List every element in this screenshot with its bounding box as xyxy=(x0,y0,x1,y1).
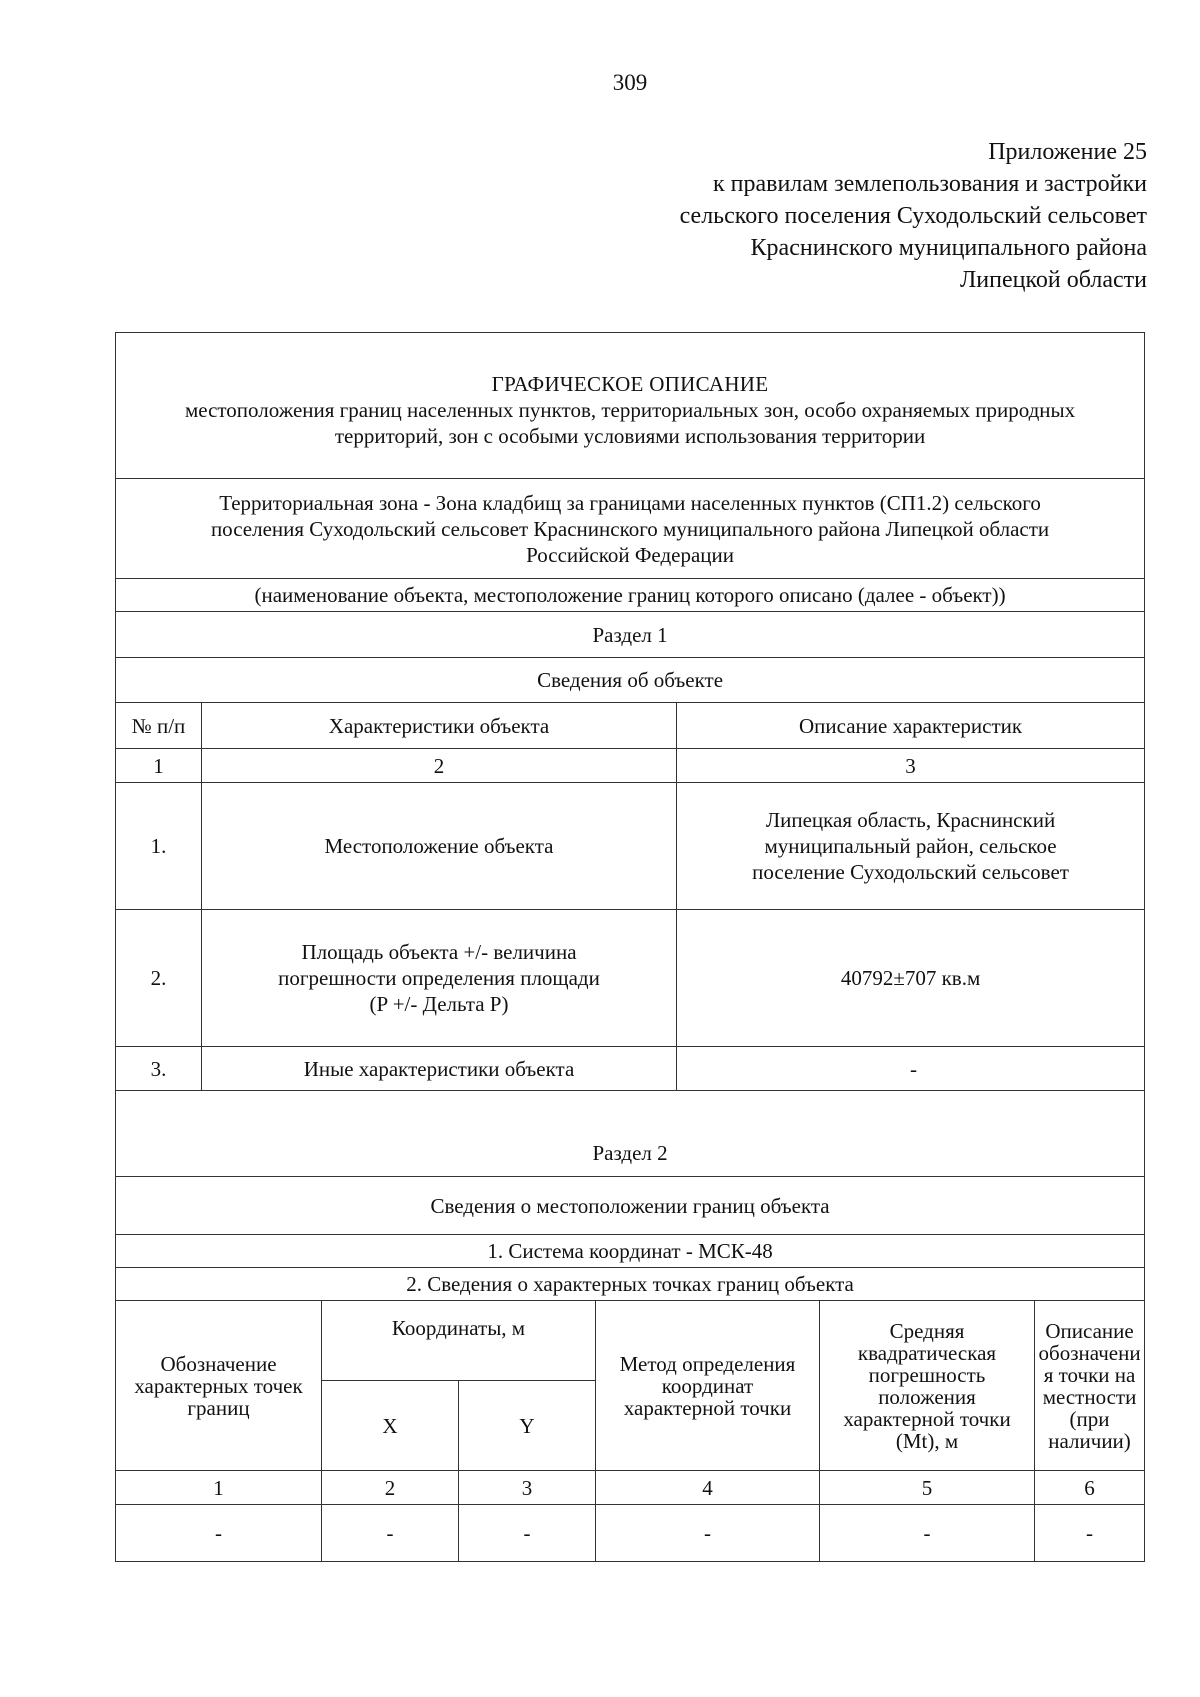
header-row xyxy=(116,333,1145,479)
characteristic-line: Иные характеристики объекта xyxy=(303,1056,575,1081)
object-caption-row xyxy=(116,579,1145,612)
points-index-row xyxy=(116,1471,1145,1505)
header-cell xyxy=(116,333,1145,479)
header-line: Средняя xyxy=(889,1318,965,1343)
row-number: 3. xyxy=(116,1047,202,1091)
points-title-row xyxy=(116,1268,1145,1301)
index-cell: 6 xyxy=(1035,1471,1145,1505)
appendix-line: сельского поселения Суходольский сельсовет xyxy=(679,203,1147,229)
points-data-row xyxy=(116,1505,1145,1562)
description-table xyxy=(115,332,1145,1562)
document-subtitle: территорий, зон с особыми условиями использования территории xyxy=(334,424,926,448)
index-cell: 3 xyxy=(677,749,1145,783)
section2-subtitle-row xyxy=(116,1177,1145,1235)
description-line: поселение Суходольский сельсовет xyxy=(752,860,1069,884)
col-header-description: Описание характеристик xyxy=(677,703,1145,749)
col-header-characteristics: Характеристики объекта xyxy=(202,703,677,749)
appendix-line: Приложение 25 xyxy=(988,139,1147,165)
header-line: местности xyxy=(1042,1384,1137,1409)
row-characteristic xyxy=(202,910,677,1047)
points-header-row xyxy=(116,1301,1145,1381)
col-y: Y xyxy=(459,1381,596,1471)
header-line: характерных точек xyxy=(134,1373,303,1398)
index-cell: 4 xyxy=(596,1471,820,1505)
section1-subtitle: Сведения об объекте xyxy=(116,658,1145,703)
characteristic-line: Площадь объекта +/- величина xyxy=(301,940,577,964)
characteristic-line: погрешности определения площади xyxy=(278,966,600,990)
header-line: квадратическая xyxy=(857,1340,997,1365)
header-line: положения xyxy=(878,1384,976,1409)
object-name-line: Территориальная зона - Зона кладбищ за границами населенных пунктов (СП1.2) сельского xyxy=(219,490,1041,515)
index-cell: 2 xyxy=(322,1471,459,1505)
object-caption: (наименование объекта, местоположение границ которого описано (далее - объект)) xyxy=(116,579,1145,612)
row-description xyxy=(677,1047,1145,1091)
table-row xyxy=(116,783,1145,910)
section2-title: Раздел 2 xyxy=(116,1091,1145,1177)
col-point-designation xyxy=(116,1301,322,1471)
row-number: 1. xyxy=(116,783,202,910)
appendix-line: Краснинского муниципального района xyxy=(750,235,1147,261)
table-row xyxy=(116,910,1145,1047)
col-header-number: № п/п xyxy=(116,703,202,749)
col-point-description xyxy=(1035,1301,1145,1471)
index-cell: 1 xyxy=(116,1471,322,1505)
description-line: - xyxy=(910,1056,918,1081)
description-line: 40792±707 кв.м xyxy=(840,966,981,990)
header-line: координат xyxy=(661,1373,754,1398)
characteristic-line: Местоположение объекта xyxy=(324,834,554,858)
index-cell: 3 xyxy=(459,1471,596,1505)
appendix-line: Липецкой области xyxy=(960,267,1147,293)
index-cell: 2 xyxy=(202,749,677,783)
section2-subtitle: Сведения о местоположении границ объекта xyxy=(116,1177,1145,1235)
header-line: Обозначение xyxy=(160,1351,277,1376)
header-line: (Mt), м xyxy=(895,1428,959,1453)
header-line: (при xyxy=(1069,1406,1110,1431)
header-line: характерной точки xyxy=(843,1406,1011,1431)
section1-header-row xyxy=(116,703,1145,749)
row-description xyxy=(677,910,1145,1047)
data-cell: - xyxy=(820,1505,1035,1562)
description-line: муниципальный район, сельское xyxy=(764,834,1057,858)
page-number: 309 xyxy=(612,70,648,95)
section1-title: Раздел 1 xyxy=(116,612,1145,658)
header-line: наличии) xyxy=(1048,1428,1131,1453)
row-characteristic xyxy=(202,1047,677,1091)
object-row xyxy=(116,479,1145,579)
col-error xyxy=(820,1301,1035,1471)
index-cell: 5 xyxy=(820,1471,1035,1505)
object-name-line: Российской Федерации xyxy=(526,542,734,567)
section1-subtitle-row xyxy=(116,658,1145,703)
section1-index-row xyxy=(116,749,1145,783)
row-number: 2. xyxy=(116,910,202,1047)
col-x: X xyxy=(322,1381,459,1471)
header-line: характерной точки xyxy=(623,1395,792,1420)
header-line: я точки на xyxy=(1043,1362,1136,1387)
header-line: Метод определения xyxy=(619,1351,796,1376)
col-coordinates: Координаты, м xyxy=(322,1301,596,1381)
points-title: 2. Сведения о характерных точках границ объекта xyxy=(116,1268,1145,1301)
section1-title-row xyxy=(116,612,1145,658)
document-title: ГРАФИЧЕСКОЕ ОПИСАНИЕ xyxy=(491,372,769,396)
data-cell: - xyxy=(1035,1505,1145,1562)
object-cell xyxy=(116,479,1145,579)
header-line: границ xyxy=(187,1395,250,1420)
header-line: погрешность xyxy=(868,1362,986,1387)
characteristic-line: (P +/- Дельта P) xyxy=(369,992,509,1016)
coord-system-row xyxy=(116,1235,1145,1268)
data-cell: - xyxy=(322,1505,459,1562)
data-cell: - xyxy=(459,1505,596,1562)
data-cell: - xyxy=(596,1505,820,1562)
appendix-line: к правилам землепользования и застройки xyxy=(712,171,1147,197)
col-method xyxy=(596,1301,820,1471)
document-subtitle: местоположения границ населенных пунктов, территориальных зон, особо охраняемых природных xyxy=(184,398,1076,422)
index-cell: 1 xyxy=(116,749,202,783)
appendix-block xyxy=(680,136,1147,296)
header-line: обозначени xyxy=(1038,1340,1141,1365)
table-row xyxy=(116,1047,1145,1091)
header-line: Описание xyxy=(1045,1318,1134,1343)
description-line: Липецкая область, Краснинский xyxy=(765,808,1056,832)
coord-system: 1. Система координат - МСК-48 xyxy=(116,1235,1145,1268)
data-cell: - xyxy=(116,1505,322,1562)
row-description xyxy=(677,783,1145,910)
section2-title-row xyxy=(116,1091,1145,1177)
row-characteristic xyxy=(202,783,677,910)
object-name-line: поселения Суходольский сельсовет Краснинского муниципального района Липецкой области xyxy=(210,516,1050,541)
